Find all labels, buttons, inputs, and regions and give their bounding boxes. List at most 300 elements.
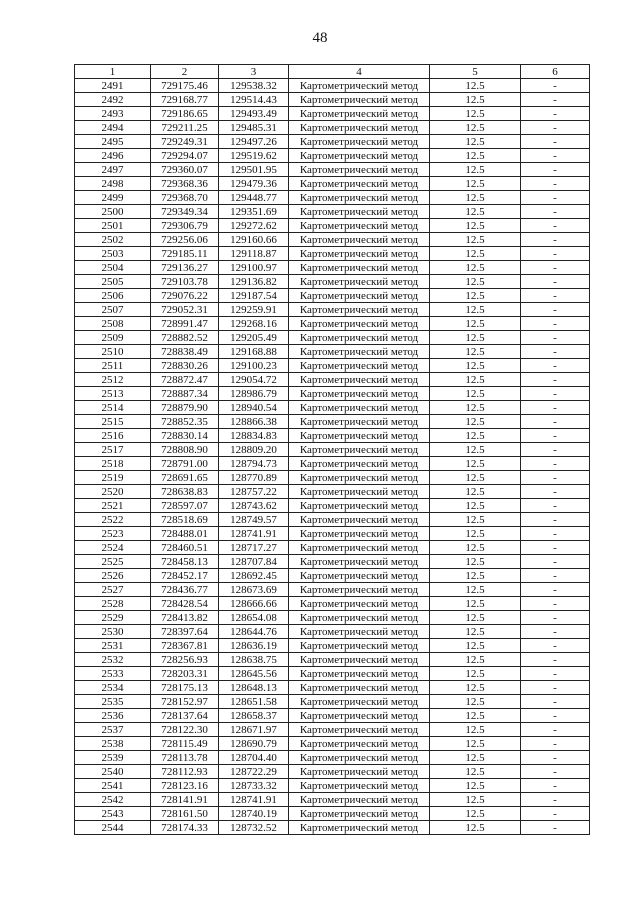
- accuracy-cell: 12.5: [430, 709, 521, 723]
- method-cell: Картометрический метод: [289, 387, 430, 401]
- point-number-cell: 2527: [75, 583, 151, 597]
- x-coordinate-cell: 728175.13: [151, 681, 219, 695]
- table-row: [75, 485, 590, 499]
- note-cell: -: [521, 737, 590, 751]
- note-cell: -: [521, 163, 590, 177]
- note-cell: -: [521, 135, 590, 149]
- method-cell: Картометрический метод: [289, 611, 430, 625]
- method-cell: Картометрический метод: [289, 485, 430, 499]
- y-coordinate-cell: 128740.19: [219, 807, 289, 821]
- accuracy-cell: 12.5: [430, 583, 521, 597]
- y-coordinate-cell: 128717.27: [219, 541, 289, 555]
- x-coordinate-cell: 728458.13: [151, 555, 219, 569]
- note-cell: -: [521, 793, 590, 807]
- point-number-cell: 2533: [75, 667, 151, 681]
- note-cell: -: [521, 93, 590, 107]
- table-row: [75, 359, 590, 373]
- note-cell: -: [521, 499, 590, 513]
- table-row: [75, 513, 590, 527]
- table-row: [75, 79, 590, 93]
- accuracy-cell: 12.5: [430, 149, 521, 163]
- accuracy-cell: 12.5: [430, 499, 521, 513]
- y-coordinate-cell: 129054.72: [219, 373, 289, 387]
- method-cell: Картометрический метод: [289, 107, 430, 121]
- y-coordinate-cell: 129351.69: [219, 205, 289, 219]
- note-cell: -: [521, 611, 590, 625]
- point-number-cell: 2499: [75, 191, 151, 205]
- y-coordinate-cell: 129501.95: [219, 163, 289, 177]
- note-cell: -: [521, 625, 590, 639]
- accuracy-cell: 12.5: [430, 345, 521, 359]
- accuracy-cell: 12.5: [430, 737, 521, 751]
- accuracy-cell: 12.5: [430, 471, 521, 485]
- y-coordinate-cell: 128671.97: [219, 723, 289, 737]
- x-coordinate-cell: 728256.93: [151, 653, 219, 667]
- y-coordinate-cell: 128794.73: [219, 457, 289, 471]
- point-number-cell: 2493: [75, 107, 151, 121]
- x-coordinate-cell: 728112.93: [151, 765, 219, 779]
- note-cell: -: [521, 555, 590, 569]
- y-coordinate-cell: 128651.58: [219, 695, 289, 709]
- point-number-cell: 2497: [75, 163, 151, 177]
- table-row: [75, 737, 590, 751]
- accuracy-cell: 12.5: [430, 191, 521, 205]
- x-coordinate-cell: 728638.83: [151, 485, 219, 499]
- accuracy-cell: 12.5: [430, 611, 521, 625]
- note-cell: -: [521, 569, 590, 583]
- accuracy-cell: 12.5: [430, 177, 521, 191]
- x-coordinate-cell: 728597.07: [151, 499, 219, 513]
- accuracy-cell: 12.5: [430, 219, 521, 233]
- note-cell: -: [521, 275, 590, 289]
- y-coordinate-cell: 128866.38: [219, 415, 289, 429]
- x-coordinate-cell: 728838.49: [151, 345, 219, 359]
- table-row: [75, 793, 590, 807]
- x-coordinate-cell: 728879.90: [151, 401, 219, 415]
- point-number-cell: 2535: [75, 695, 151, 709]
- accuracy-cell: 12.5: [430, 429, 521, 443]
- y-coordinate-cell: 129538.32: [219, 79, 289, 93]
- method-cell: Картометрический метод: [289, 149, 430, 163]
- table-row: [75, 135, 590, 149]
- point-number-cell: 2530: [75, 625, 151, 639]
- note-cell: -: [521, 513, 590, 527]
- y-coordinate-cell: 128757.22: [219, 485, 289, 499]
- y-coordinate-cell: 128636.19: [219, 639, 289, 653]
- point-number-cell: 2542: [75, 793, 151, 807]
- note-cell: -: [521, 751, 590, 765]
- y-coordinate-cell: 129100.97: [219, 261, 289, 275]
- point-number-cell: 2494: [75, 121, 151, 135]
- note-cell: -: [521, 527, 590, 541]
- note-cell: -: [521, 303, 590, 317]
- accuracy-cell: 12.5: [430, 121, 521, 135]
- table-row: [75, 695, 590, 709]
- table-row: [75, 555, 590, 569]
- accuracy-cell: 12.5: [430, 779, 521, 793]
- note-cell: -: [521, 359, 590, 373]
- point-number-cell: 2539: [75, 751, 151, 765]
- accuracy-cell: 12.5: [430, 681, 521, 695]
- y-coordinate-cell: 128690.79: [219, 737, 289, 751]
- table-row: [75, 261, 590, 275]
- note-cell: -: [521, 667, 590, 681]
- y-coordinate-cell: 128673.69: [219, 583, 289, 597]
- point-number-cell: 2506: [75, 289, 151, 303]
- note-cell: -: [521, 317, 590, 331]
- point-number-cell: 2511: [75, 359, 151, 373]
- accuracy-cell: 12.5: [430, 79, 521, 93]
- method-cell: Картометрический метод: [289, 471, 430, 485]
- x-coordinate-cell: 728518.69: [151, 513, 219, 527]
- x-coordinate-cell: 728141.91: [151, 793, 219, 807]
- note-cell: -: [521, 583, 590, 597]
- x-coordinate-cell: 729168.77: [151, 93, 219, 107]
- method-cell: Картометрический метод: [289, 723, 430, 737]
- column-header: 5: [430, 65, 521, 79]
- x-coordinate-cell: 729294.07: [151, 149, 219, 163]
- point-number-cell: 2519: [75, 471, 151, 485]
- method-cell: Картометрический метод: [289, 303, 430, 317]
- accuracy-cell: 12.5: [430, 625, 521, 639]
- point-number-cell: 2505: [75, 275, 151, 289]
- table-row: [75, 345, 590, 359]
- table-row: [75, 541, 590, 555]
- table-row: [75, 429, 590, 443]
- x-coordinate-cell: 728115.49: [151, 737, 219, 751]
- x-coordinate-cell: 729306.79: [151, 219, 219, 233]
- table-row: [75, 233, 590, 247]
- table-row: [75, 317, 590, 331]
- accuracy-cell: 12.5: [430, 135, 521, 149]
- y-coordinate-cell: 128732.52: [219, 821, 289, 835]
- accuracy-cell: 12.5: [430, 233, 521, 247]
- y-coordinate-cell: 128666.66: [219, 597, 289, 611]
- accuracy-cell: 12.5: [430, 485, 521, 499]
- x-coordinate-cell: 729360.07: [151, 163, 219, 177]
- table-row: [75, 807, 590, 821]
- point-number-cell: 2509: [75, 331, 151, 345]
- method-cell: Картометрический метод: [289, 681, 430, 695]
- x-coordinate-cell: 729256.06: [151, 233, 219, 247]
- accuracy-cell: 12.5: [430, 793, 521, 807]
- x-coordinate-cell: 728808.90: [151, 443, 219, 457]
- y-coordinate-cell: 129259.91: [219, 303, 289, 317]
- y-coordinate-cell: 129118.87: [219, 247, 289, 261]
- note-cell: -: [521, 457, 590, 471]
- method-cell: Картометрический метод: [289, 541, 430, 555]
- table-row: [75, 499, 590, 513]
- note-cell: -: [521, 205, 590, 219]
- accuracy-cell: 12.5: [430, 513, 521, 527]
- x-coordinate-cell: 729136.27: [151, 261, 219, 275]
- table-row: [75, 471, 590, 485]
- x-coordinate-cell: 728122.30: [151, 723, 219, 737]
- method-cell: Картометрический метод: [289, 93, 430, 107]
- point-number-cell: 2491: [75, 79, 151, 93]
- accuracy-cell: 12.5: [430, 569, 521, 583]
- table-row: [75, 401, 590, 415]
- table-row: [75, 443, 590, 457]
- method-cell: Картометрический метод: [289, 373, 430, 387]
- point-number-cell: 2504: [75, 261, 151, 275]
- accuracy-cell: 12.5: [430, 373, 521, 387]
- note-cell: -: [521, 821, 590, 835]
- method-cell: Картометрический метод: [289, 709, 430, 723]
- x-coordinate-cell: 728887.34: [151, 387, 219, 401]
- table-row: [75, 527, 590, 541]
- x-coordinate-cell: 728488.01: [151, 527, 219, 541]
- y-coordinate-cell: 129485.31: [219, 121, 289, 135]
- accuracy-cell: 12.5: [430, 457, 521, 471]
- method-cell: Картометрический метод: [289, 751, 430, 765]
- coordinates-table: [74, 64, 590, 835]
- y-coordinate-cell: 129479.36: [219, 177, 289, 191]
- table-row: [75, 597, 590, 611]
- y-coordinate-cell: 128645.56: [219, 667, 289, 681]
- method-cell: Картометрический метод: [289, 163, 430, 177]
- x-coordinate-cell: 728691.65: [151, 471, 219, 485]
- method-cell: Картометрический метод: [289, 345, 430, 359]
- x-coordinate-cell: 728882.52: [151, 331, 219, 345]
- accuracy-cell: 12.5: [430, 723, 521, 737]
- point-number-cell: 2523: [75, 527, 151, 541]
- point-number-cell: 2543: [75, 807, 151, 821]
- accuracy-cell: 12.5: [430, 751, 521, 765]
- x-coordinate-cell: 728123.16: [151, 779, 219, 793]
- method-cell: Картометрический метод: [289, 513, 430, 527]
- x-coordinate-cell: 728174.33: [151, 821, 219, 835]
- accuracy-cell: 12.5: [430, 163, 521, 177]
- table-row: [75, 93, 590, 107]
- column-header: 3: [219, 65, 289, 79]
- x-coordinate-cell: 729249.31: [151, 135, 219, 149]
- table-header-row: [75, 65, 590, 79]
- x-coordinate-cell: 728161.50: [151, 807, 219, 821]
- x-coordinate-cell: 728852.35: [151, 415, 219, 429]
- table-row: [75, 457, 590, 471]
- table-row: [75, 639, 590, 653]
- accuracy-cell: 12.5: [430, 275, 521, 289]
- x-coordinate-cell: 728152.97: [151, 695, 219, 709]
- point-number-cell: 2531: [75, 639, 151, 653]
- note-cell: -: [521, 79, 590, 93]
- point-number-cell: 2517: [75, 443, 151, 457]
- x-coordinate-cell: 729186.65: [151, 107, 219, 121]
- note-cell: -: [521, 233, 590, 247]
- accuracy-cell: 12.5: [430, 527, 521, 541]
- point-number-cell: 2534: [75, 681, 151, 695]
- method-cell: Картометрический метод: [289, 765, 430, 779]
- table-row: [75, 751, 590, 765]
- point-number-cell: 2515: [75, 415, 151, 429]
- note-cell: -: [521, 261, 590, 275]
- point-number-cell: 2529: [75, 611, 151, 625]
- note-cell: -: [521, 541, 590, 555]
- x-coordinate-cell: 729349.34: [151, 205, 219, 219]
- accuracy-cell: 12.5: [430, 387, 521, 401]
- y-coordinate-cell: 128692.45: [219, 569, 289, 583]
- y-coordinate-cell: 129100.23: [219, 359, 289, 373]
- note-cell: -: [521, 247, 590, 261]
- note-cell: -: [521, 177, 590, 191]
- note-cell: -: [521, 597, 590, 611]
- y-coordinate-cell: 128809.20: [219, 443, 289, 457]
- table-row: [75, 415, 590, 429]
- y-coordinate-cell: 128722.29: [219, 765, 289, 779]
- table-row: [75, 163, 590, 177]
- x-coordinate-cell: 728428.54: [151, 597, 219, 611]
- point-number-cell: 2510: [75, 345, 151, 359]
- method-cell: Картометрический метод: [289, 695, 430, 709]
- y-coordinate-cell: 129136.82: [219, 275, 289, 289]
- method-cell: Картометрический метод: [289, 737, 430, 751]
- accuracy-cell: 12.5: [430, 359, 521, 373]
- y-coordinate-cell: 128940.54: [219, 401, 289, 415]
- accuracy-cell: 12.5: [430, 667, 521, 681]
- table-row: [75, 653, 590, 667]
- table-row: [75, 331, 590, 345]
- point-number-cell: 2518: [75, 457, 151, 471]
- note-cell: -: [521, 429, 590, 443]
- table-row: [75, 177, 590, 191]
- y-coordinate-cell: 128749.57: [219, 513, 289, 527]
- accuracy-cell: 12.5: [430, 821, 521, 835]
- y-coordinate-cell: 128733.32: [219, 779, 289, 793]
- y-coordinate-cell: 128986.79: [219, 387, 289, 401]
- note-cell: -: [521, 107, 590, 121]
- y-coordinate-cell: 128741.91: [219, 793, 289, 807]
- y-coordinate-cell: 129272.62: [219, 219, 289, 233]
- column-header: 6: [521, 65, 590, 79]
- note-cell: -: [521, 681, 590, 695]
- method-cell: Картометрический метод: [289, 135, 430, 149]
- y-coordinate-cell: 128638.75: [219, 653, 289, 667]
- y-coordinate-cell: 128704.40: [219, 751, 289, 765]
- note-cell: -: [521, 695, 590, 709]
- x-coordinate-cell: 729368.36: [151, 177, 219, 191]
- table-row: [75, 681, 590, 695]
- accuracy-cell: 12.5: [430, 765, 521, 779]
- method-cell: Картометрический метод: [289, 583, 430, 597]
- point-number-cell: 2541: [75, 779, 151, 793]
- note-cell: -: [521, 149, 590, 163]
- note-cell: -: [521, 653, 590, 667]
- point-number-cell: 2495: [75, 135, 151, 149]
- method-cell: Картометрический метод: [289, 191, 430, 205]
- accuracy-cell: 12.5: [430, 541, 521, 555]
- method-cell: Картометрический метод: [289, 597, 430, 611]
- note-cell: -: [521, 415, 590, 429]
- accuracy-cell: 12.5: [430, 261, 521, 275]
- table-row: [75, 247, 590, 261]
- y-coordinate-cell: 129448.77: [219, 191, 289, 205]
- table-row: [75, 121, 590, 135]
- table-row: [75, 289, 590, 303]
- accuracy-cell: 12.5: [430, 401, 521, 415]
- y-coordinate-cell: 129168.88: [219, 345, 289, 359]
- point-number-cell: 2524: [75, 541, 151, 555]
- method-cell: Картометрический метод: [289, 779, 430, 793]
- y-coordinate-cell: 129519.62: [219, 149, 289, 163]
- accuracy-cell: 12.5: [430, 695, 521, 709]
- method-cell: Картометрический метод: [289, 457, 430, 471]
- point-number-cell: 2508: [75, 317, 151, 331]
- method-cell: Картометрический метод: [289, 807, 430, 821]
- accuracy-cell: 12.5: [430, 331, 521, 345]
- accuracy-cell: 12.5: [430, 443, 521, 457]
- point-number-cell: 2492: [75, 93, 151, 107]
- x-coordinate-cell: 728830.26: [151, 359, 219, 373]
- y-coordinate-cell: 128707.84: [219, 555, 289, 569]
- note-cell: -: [521, 191, 590, 205]
- table-row: [75, 583, 590, 597]
- table-row: [75, 275, 590, 289]
- accuracy-cell: 12.5: [430, 303, 521, 317]
- note-cell: -: [521, 485, 590, 499]
- x-coordinate-cell: 729103.78: [151, 275, 219, 289]
- method-cell: Картометрический метод: [289, 233, 430, 247]
- note-cell: -: [521, 387, 590, 401]
- table-row: [75, 709, 590, 723]
- method-cell: Картометрический метод: [289, 79, 430, 93]
- column-header: 2: [151, 65, 219, 79]
- y-coordinate-cell: 128743.62: [219, 499, 289, 513]
- point-number-cell: 2525: [75, 555, 151, 569]
- point-number-cell: 2540: [75, 765, 151, 779]
- x-coordinate-cell: 728460.51: [151, 541, 219, 555]
- accuracy-cell: 12.5: [430, 205, 521, 219]
- note-cell: -: [521, 373, 590, 387]
- point-number-cell: 2538: [75, 737, 151, 751]
- x-coordinate-cell: 728413.82: [151, 611, 219, 625]
- accuracy-cell: 12.5: [430, 317, 521, 331]
- x-coordinate-cell: 729076.22: [151, 289, 219, 303]
- point-number-cell: 2513: [75, 387, 151, 401]
- point-number-cell: 2522: [75, 513, 151, 527]
- accuracy-cell: 12.5: [430, 415, 521, 429]
- x-coordinate-cell: 728872.47: [151, 373, 219, 387]
- y-coordinate-cell: 128834.83: [219, 429, 289, 443]
- x-coordinate-cell: 728203.31: [151, 667, 219, 681]
- table-row: [75, 149, 590, 163]
- x-coordinate-cell: 728452.17: [151, 569, 219, 583]
- table-row: [75, 625, 590, 639]
- method-cell: Картометрический метод: [289, 429, 430, 443]
- x-coordinate-cell: 728397.64: [151, 625, 219, 639]
- table-row: [75, 765, 590, 779]
- point-number-cell: 2512: [75, 373, 151, 387]
- note-cell: -: [521, 121, 590, 135]
- y-coordinate-cell: 129187.54: [219, 289, 289, 303]
- note-cell: -: [521, 779, 590, 793]
- y-coordinate-cell: 129493.49: [219, 107, 289, 121]
- x-coordinate-cell: 728791.00: [151, 457, 219, 471]
- x-coordinate-cell: 729185.11: [151, 247, 219, 261]
- accuracy-cell: 12.5: [430, 247, 521, 261]
- x-coordinate-cell: 729368.70: [151, 191, 219, 205]
- table-row: [75, 821, 590, 835]
- point-number-cell: 2507: [75, 303, 151, 317]
- table-row: [75, 107, 590, 121]
- y-coordinate-cell: 128654.08: [219, 611, 289, 625]
- method-cell: Картометрический метод: [289, 359, 430, 373]
- point-number-cell: 2520: [75, 485, 151, 499]
- table-row: [75, 667, 590, 681]
- method-cell: Картометрический метод: [289, 555, 430, 569]
- accuracy-cell: 12.5: [430, 93, 521, 107]
- point-number-cell: 2503: [75, 247, 151, 261]
